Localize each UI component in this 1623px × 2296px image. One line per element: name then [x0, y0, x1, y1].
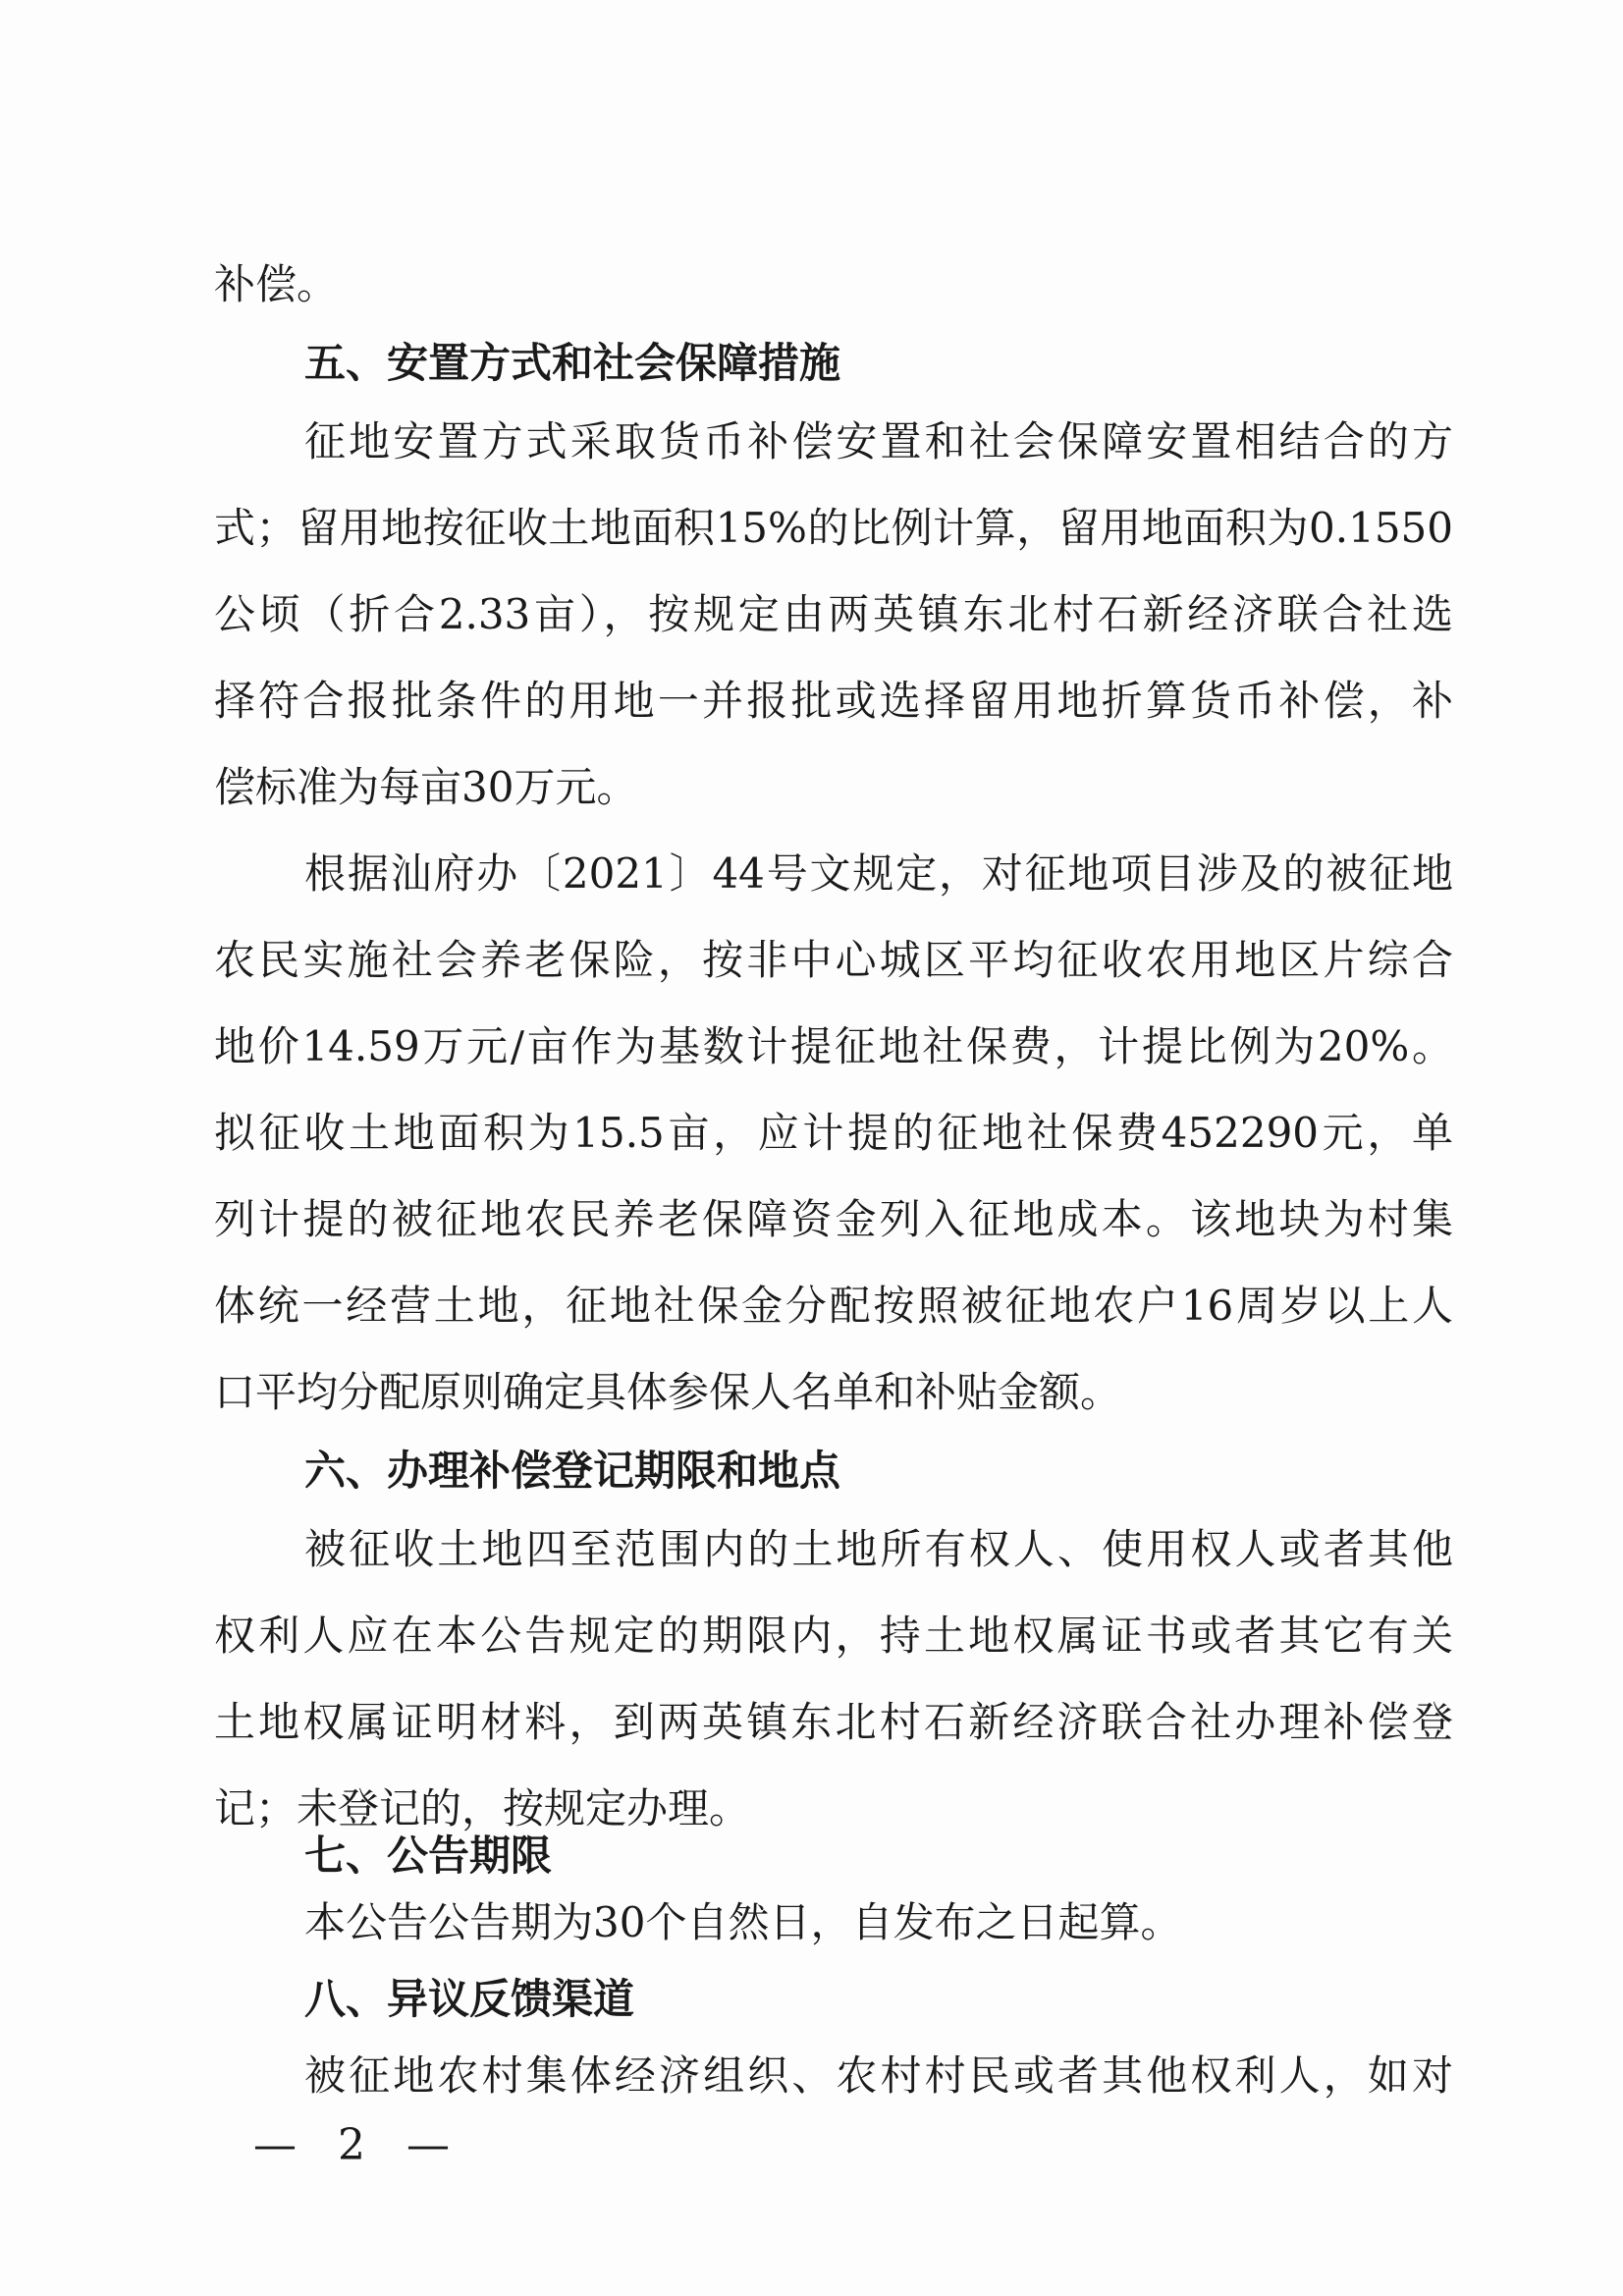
text-line: 口平均分配原则确定具体参保人名单和补贴金额。 — [214, 1368, 1122, 1416]
page-number: — 2 — — [253, 2120, 463, 2170]
text-line: 被征收土地四至范围内的土地所有权人、使用权人或者其他 — [304, 1525, 1453, 1573]
text-line: 拟征收土地面积为15.5亩，应计提的征地社保费452290元，单 — [214, 1109, 1453, 1157]
text-line: 择符合报批条件的用地一并报批或选择留用地折算货币补偿，补 — [214, 677, 1453, 725]
section-heading-5: 五、安置方式和社会保障措施 — [304, 339, 841, 387]
text-line: 征地安置方式采取货币补偿安置和社会保障安置相结合的方 — [304, 417, 1453, 465]
text-line: 补偿。 — [214, 260, 339, 308]
section-heading-6: 六、办理补偿登记期限和地点 — [304, 1447, 841, 1495]
text-line: 根据汕府办〔2021〕44号文规定，对征地项目涉及的被征地 — [304, 849, 1453, 898]
section-heading-7: 七、公告期限 — [304, 1831, 553, 1880]
text-line: 记；未登记的，按规定办理。 — [214, 1784, 751, 1832]
text-line: 农民实施社会养老保险，按非中心城区平均征收农用地区片综合 — [214, 936, 1453, 984]
text-line: 本公告公告期为30个自然日，自发布之日起算。 — [304, 1898, 1182, 1946]
text-line: 土地权属证明材料，到两英镇东北村石新经济联合社办理补偿登 — [214, 1698, 1453, 1746]
section-heading-8: 八、异议反馈渠道 — [304, 1975, 635, 2023]
text-line: 权利人应在本公告规定的期限内，持土地权属证书或者其它有关 — [214, 1612, 1453, 1660]
text-line: 地价14.59万元/亩作为基数计提征地社保费，计提比例为20%。 — [214, 1022, 1453, 1070]
text-line: 被征地农村集体经济组织、农村村民或者其他权利人，如对 — [304, 2051, 1453, 2100]
text-line: 式；留用地按征收土地面积15%的比例计算，留用地面积为0.1550 — [214, 504, 1453, 552]
text-line: 公顷（折合2.33亩），按规定由两英镇东北村石新经济联合社选 — [214, 590, 1453, 638]
text-line: 体统一经营土地，征地社保金分配按照被征地农户16周岁以上人 — [214, 1282, 1453, 1330]
text-line: 列计提的被征地农民养老保障资金列入征地成本。该地块为村集 — [214, 1195, 1453, 1243]
text-line: 偿标准为每亩30万元。 — [214, 763, 638, 811]
